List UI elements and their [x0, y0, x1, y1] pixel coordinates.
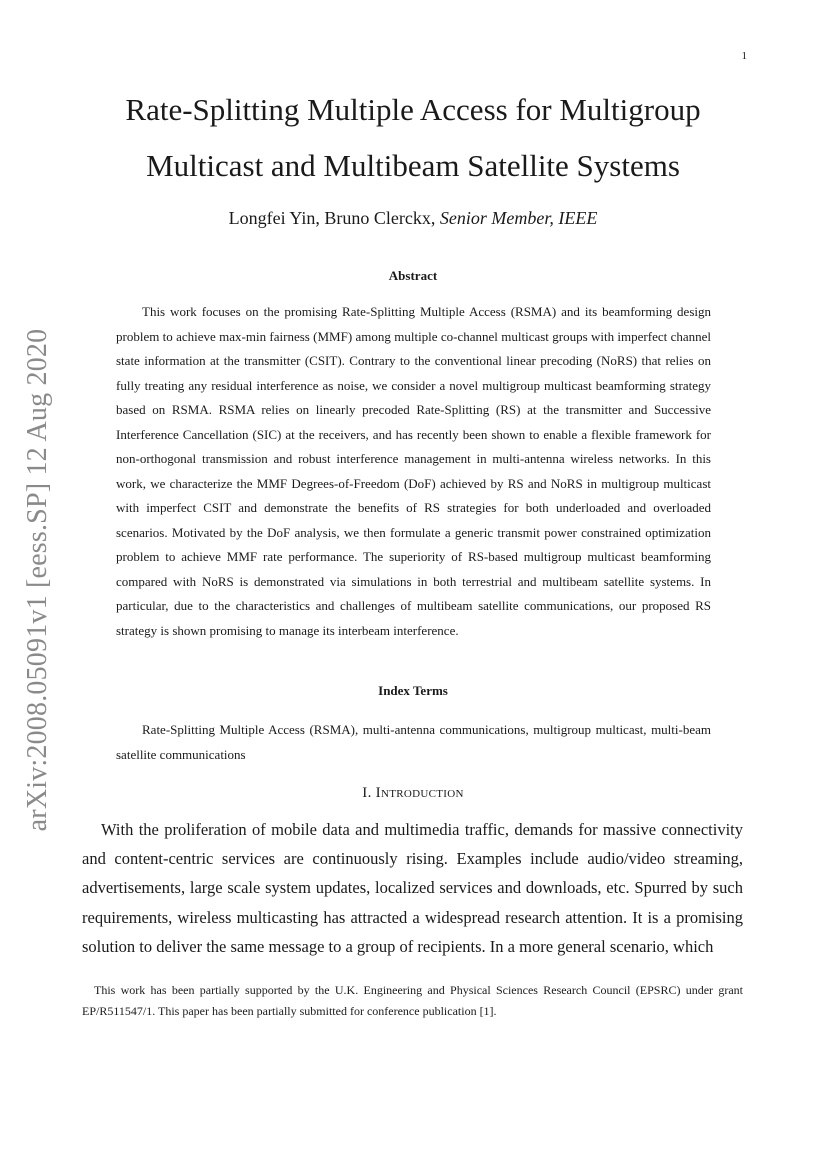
- paper-title-line-1: Rate-Splitting Multiple Access for Multigroup: [125, 92, 701, 127]
- paper-title-line-2: Multicast and Multibeam Satellite Systems: [146, 148, 680, 183]
- author-line: [60, 208, 766, 229]
- abstract-text: This work focuses on the promising Rate-Splitting Multiple Access (RSMA) and its beamforming design problem to achieve max-min fairness (MMF) among multiple co-channel multicast groups with imperfect channel state information at the transmitter (CSIT). Contrary to the conventional linear precoding (NoRS) that relies on fully treating any residual interference as noise, we consider a novel multigroup multicast beamforming strategy based on RSMA. RSMA relies on linearly precoded Rate-Splitting (RS) at the transmitter and Successive Interference Cancellation (SIC) at the receivers, and has recently been shown to enable a flexible framework for non-orthogonal transmission and robust interference management in multi-antenna wireless networks. In this work, we characterize the MMF Degrees-of-Freedom (DoF) achieved by RS and NoRS in multigroup multicast with imperfect CSIT and demonstrate the benefits of RS strategies for both underloaded and overloaded scenarios. Motivated by the DoF analysis, we then formulate a generic transmit power constrained optimization problem to achieve MMF rate performance. The superiority of RS-based multigroup multicast beamforming compared with NoRS is demonstrated via simulations in both terrestrial and multibeam satellite systems. In particular, due to the characteristics and challenges of multibeam satellite communications, our proposed RS strategy is shown promising to manage its interbeam interference.: [116, 304, 711, 638]
- section-heading-introduction: I. Introduction: [362, 785, 464, 801]
- page-number: 1: [741, 50, 747, 62]
- introduction-paragraph: With the proliferation of mobile data and multimedia traffic, demands for massive connectivity and content-centric services are continuously rising. Examples include audio/video streaming, advertisements, large scale system updates, localized services and downloads, etc. Spurred by such requirements, wireless multicasting has attracted a widespread research attention. It is a promising solution to deliver the same message to a group of recipients. In a more general scenario, which: [82, 820, 743, 956]
- index-terms-text: Rate-Splitting Multiple Access (RSMA), multi-antenna communications, multigroup multicast, multi-beam satellite communications: [116, 722, 711, 762]
- arxiv-identifier-stamp: arXiv:2008.05091v1 [eess.SP] 12 Aug 2020: [22, 328, 53, 832]
- abstract-heading: Abstract: [388, 268, 438, 283]
- index-terms-heading: Index Terms: [378, 683, 448, 698]
- paper-title: [60, 82, 766, 194]
- author-role: Senior Member, IEEE: [439, 208, 598, 228]
- author-names: Longfei Yin, Bruno Clerckx,: [228, 208, 440, 228]
- funding-footnote: This work has been partially supported by the U.K. Engineering and Physical Sciences Research Council (EPSRC) under grant EP/R511547/1. This paper has been partially submitted for conference publication [1].: [82, 983, 743, 1018]
